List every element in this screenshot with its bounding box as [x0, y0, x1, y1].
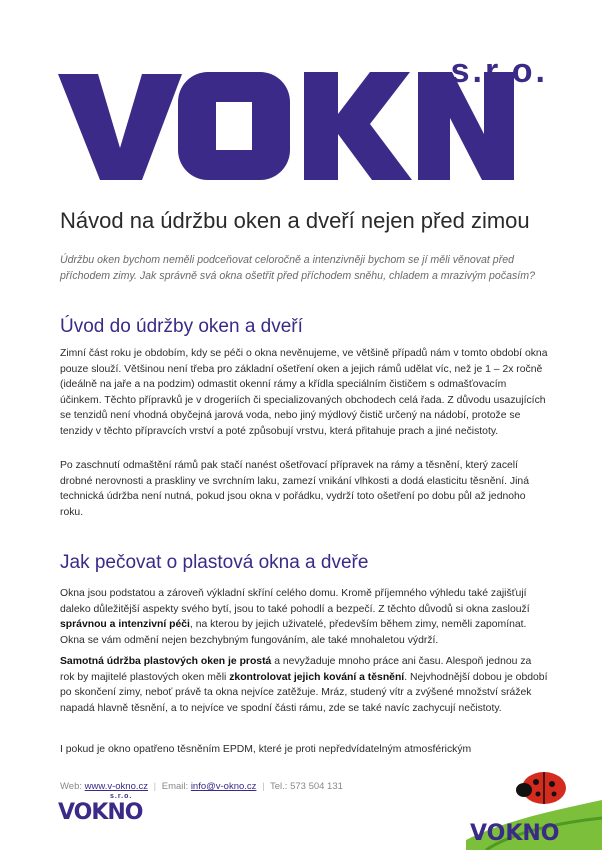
section2-paragraph-3: I pokud je okno opatřeno těsněním EPDM, které je proti nepředvídatelným atmosférickým — [60, 744, 472, 755]
text-run: , na kterou by jejich uživatelé, především během zimy, neměli zapomínat. Okna se vám odmění nejen bezchybným fungováním, ale také mnohaletou výdrží. — [60, 619, 527, 646]
intro-text: Údržbu oken bychom neměli podceňovat celoročně a intenzivněji bychom se jí měli věnovat před příchodem zimy. Jak správně svá okna ošetřit před příchodem sněhu, chladem a mrazivým počasím? — [60, 254, 535, 282]
section2-paragraph-2 — [60, 654, 548, 716]
footer-contact — [60, 781, 343, 792]
ladybug-icon — [466, 760, 602, 850]
separator: | — [262, 781, 265, 792]
text-run: Okna jsou podstatou a zároveň výkladní skříní celého domu. Kromě příjemného výhledu také zajišťují daleko důležitější aspekty svého bytí, jsou to také pohodlí a bezpečí. Z těchto důvodů si okna zaslouží — [60, 588, 530, 615]
section1-paragraph-2: Po zaschnutí odmaštění rámů pak stačí nanést ošetřovací přípravek na rámy a těsnění, který zacelí drobné nerovnosti a praskliny ve svrchním laku, zamezí vnikání vlhkosti a dodá elasticitu těsnění. Jiná technická údržba není nutná, pokud jsou okna v pořádku, vydrží toto ošetření po dobu půl až jednoho roku. — [60, 460, 529, 518]
page-title: Návod na údržbu oken a dveří nejen před zimou — [60, 208, 530, 233]
footer-logo — [58, 793, 143, 825]
website-link[interactable]: www.v-okno.cz — [84, 781, 149, 792]
email-label: Email: — [161, 781, 189, 792]
text-run: . Nejvhodnější dobou je období po skončení zimy, neboť právě ta okna nejvíce zatěžuje. Mráz, studený vítr a zvýšené množství srážek napadá hlavně těsnění, a to nejvíce ve spodní části rámu, zde se také navíc zachycují nečistoty. — [60, 671, 548, 714]
emphasis-text: správnou a intenzivní péči — [60, 619, 190, 631]
corner-logo-text: VOKNO — [470, 821, 560, 846]
section2-paragraph-1 — [60, 586, 548, 648]
logo-suffix: s.r.o. — [450, 52, 548, 90]
section1-heading: Úvod do údržby oken a dveří — [60, 316, 303, 337]
section2-heading: Jak pečovat o plastová okna a dveře — [60, 552, 369, 573]
emphasis-text: zkontrolovat jejich kování a těsnění — [229, 671, 405, 683]
footer-logo-text: VOKNO — [58, 800, 143, 825]
email-link[interactable]: info@v-okno.cz — [190, 781, 257, 792]
emphasis-text: Samotná údržba plastových oken je prostá — [60, 656, 272, 667]
separator: | — [153, 781, 157, 792]
web-label: Web: — [60, 781, 83, 792]
footer-logo-suffix: s.r.o. — [110, 793, 133, 800]
phone-number: Tel.: 573 504 131 — [270, 781, 343, 792]
company-logo — [58, 52, 548, 182]
ladybug-corner-logo — [466, 760, 602, 850]
text-run: a nevyžaduje mnoho práce ani času. Alespoň jednou za rok by majitelé plastových oken měli — [60, 656, 532, 683]
section1-paragraph-1: Zimní část roku je obdobím, kdy se péči o okna nevěnujeme, ve většině případů nám v tomto období okna pouze slouží. Většinou není třeba pro základní ošetření oken a jejich rámů udělat víc, než je 1 – 2x ročně (ideálně na jaře a na podzim) odmastit okenní rámy a křídla speciálním čističem s odmašťovacím účinkem. Těchto přípravků je v drogeriích či specializovaných obchodech celá řada. Z důvodu usazujících se tenzidů není vhodná obyčejná jarová voda, nebo jiný mýdlový čistič určený na nádobí, protože se tenzidy v těchto přípravcích vrství a poté způsobují vrstvu, která přitahuje prach a jiné nečistoty. — [60, 348, 548, 437]
